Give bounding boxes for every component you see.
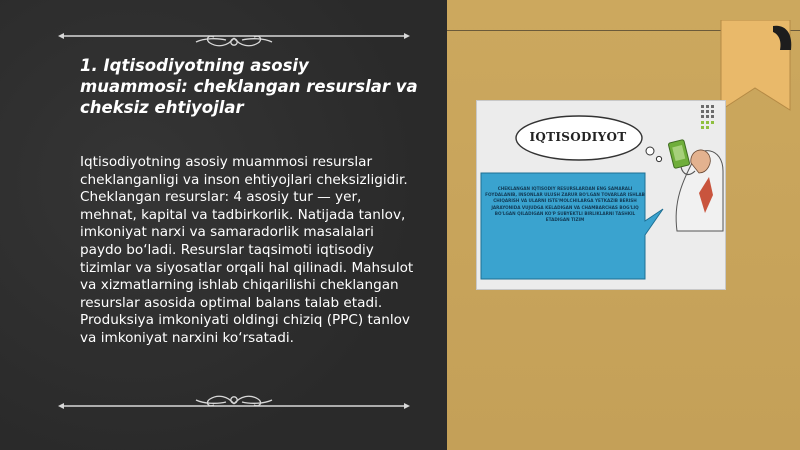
top-ornament-icon bbox=[58, 30, 410, 54]
bookmark-ribbon-icon bbox=[718, 20, 793, 120]
bottom-ornament-icon bbox=[58, 388, 410, 412]
illustration-bubble-text: CHEKLANGAN IQTISODIY RESURSLARDAN ENG SAMARALI FOYDALANIB, INSONLAR ULUSH ZARUR BO'LGAN TOVARLAR ISHLAB CHIQARISH VA ULARNI ISTE'MOLCHILARGA YETKAZIB BERISH JARAYONIDA VUJUDGA KELADIGAN VA CHAMBARCHAS BOG'LIQ BO'LGAN QILADIGAN KO'P SUBYEKTLI BIRLIKLARNI TASHKIL ETADIGAN TIZIM bbox=[485, 186, 645, 223]
slide-title: 1. Iqtisodiyotning asosiy muammosi: cheklangan resurslar va cheksiz ehtiyojlar bbox=[80, 56, 418, 117]
illustration-title: IQTISODIYOT bbox=[529, 130, 627, 144]
slide-body-text: Iqtisodiyotning asosiy muammosi resurslar cheklanganligi va inson ehtiyojlari cheksizligidir. Cheklangan resurslar: 4 asosiy tur — yer, mehnat, kapital va tadbirkorlik. Natijada tanlov, imkoniyat narxi va samaradorlik masalalari paydo bo‘ladi. Resurslar taqsimoti iqtisodiy tizimlar va siyosatlar orqali hal qilinadi. Mahsulot va xizmatlarning ishlab chiqarilishi cheklangan resurslar asosida optimal balans talab etadi. Produksiya imkoniyati oldingi chiziq (PPC) tanlov va imkoniyat narxini ko‘rsatadi. bbox=[80, 154, 414, 346]
